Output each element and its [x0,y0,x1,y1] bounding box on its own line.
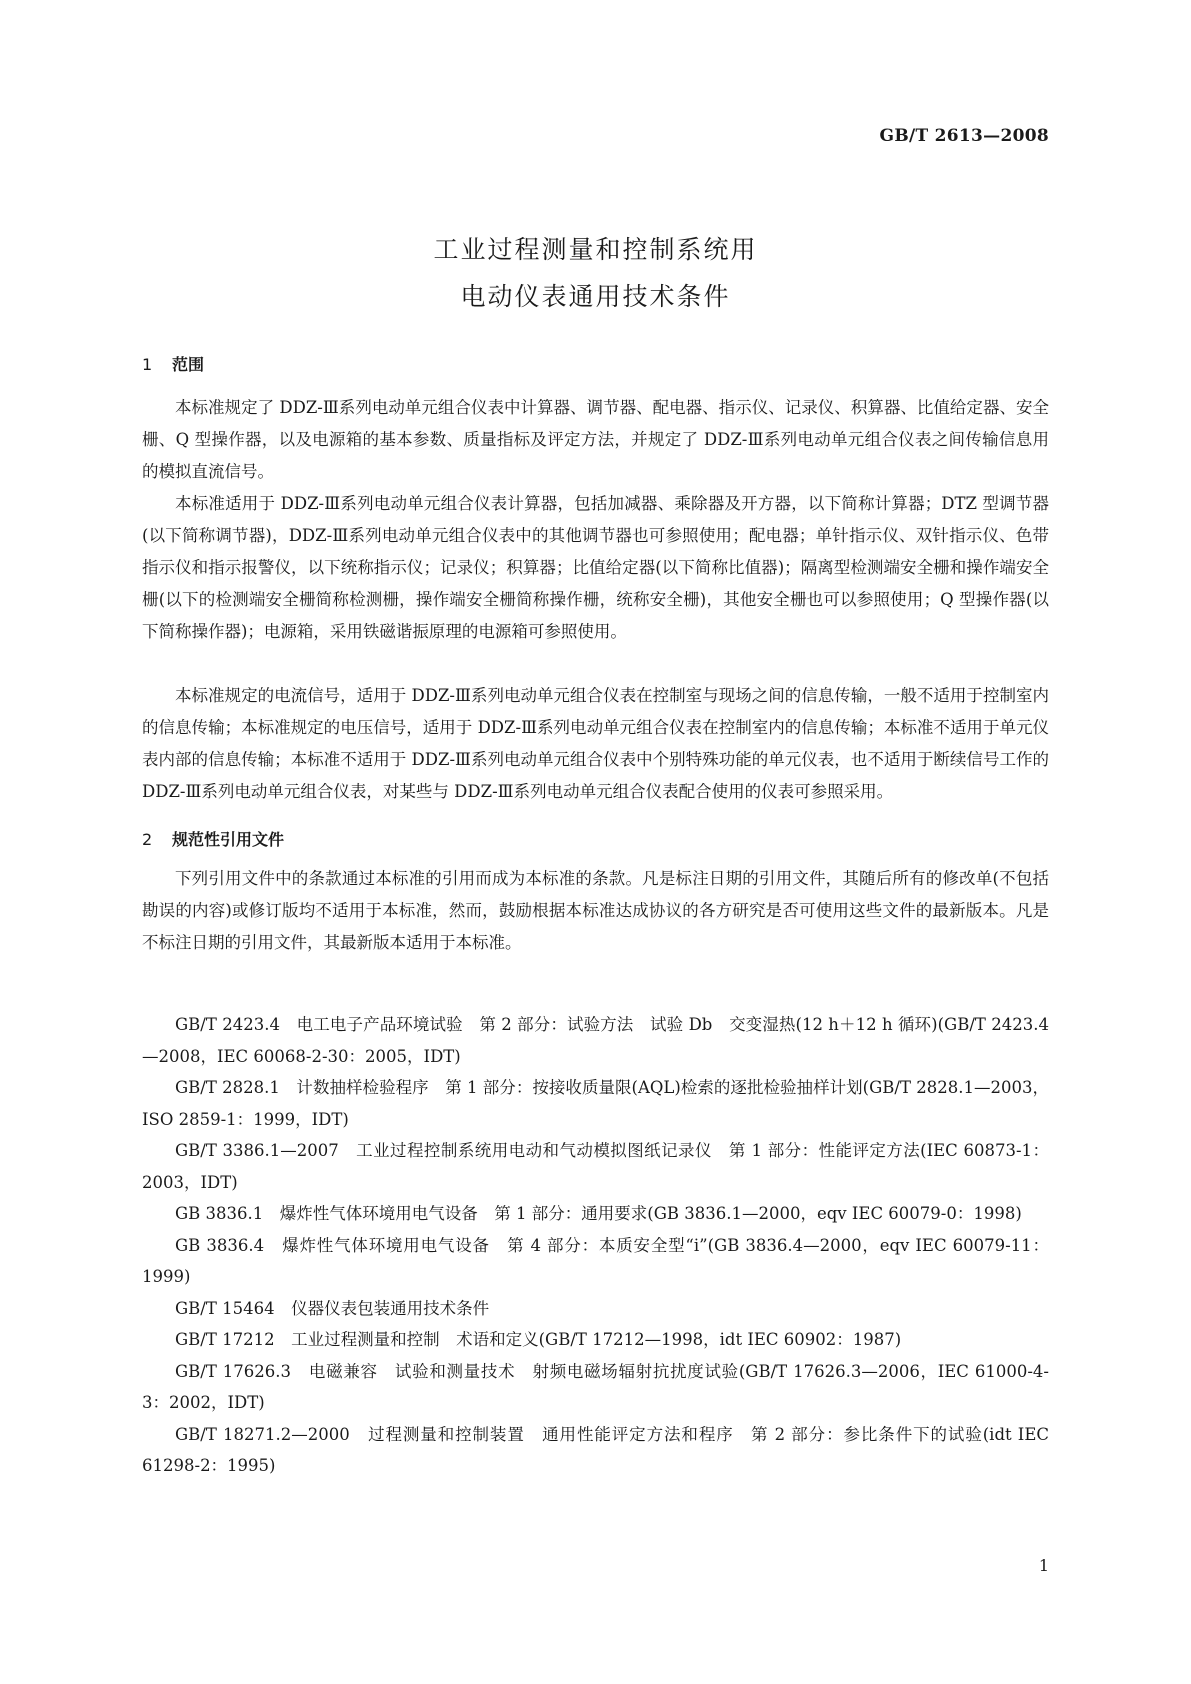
document-title-line-1: 工业过程测量和控制系统用 [433,235,758,264]
reference-item: GB/T 17626.3 电磁兼容 试验和测量技术 射频电磁场辐射抗扰度试验(GB/T 17626.3—2006，IEC 61000-4-3：2002，IDT) [142,1361,1049,1412]
reference-item: GB/T 2828.1 计数抽样检验程序 第 1 部分：按接收质量限(AQL)检索的逐批检验抽样计划(GB/T 2828.1—2003，ISO 2859-1：1999，IDT) [142,1078,1049,1129]
document-code: GB/T 2613—2008 [879,126,1049,146]
section-1-paragraph-2: 本标准适用于 DDZ-Ⅲ系列电动单元组合仪表计算器，包括加减器、乘除器及开方器，以下简称计算器；DTZ 型调节器(以下简称调节器)，DDZ-Ⅲ系列电动单元组合仪表中的其他调节器也可参照使用；配电器；单针指示仪、双针指示仪、色带指示仪和指示报警仪，以下统称指示仪；记录仪；积算器；比值给定器(以下简称比值器)；隔离型检测端安全栅和操作端安全栅(以下的检测端安全栅简称检测栅，操作端安全栅简称操作栅，统称安全栅)，其他安全栅也可以参照使用；Q 型操作器(以下简称操作器)；电源箱，采用铁磁谐振原理的电源箱可参照使用。 [142,494,1049,641]
section-1-number: 1 [142,355,153,374]
normative-references-list [142,1009,1049,1482]
reference-item: GB/T 3386.1—2007 工业过程控制系统用电动和气动模拟图纸记录仪 第 1 部分：性能评定方法(IEC 60873-1：2003，IDT) [142,1141,1049,1192]
reference-item: GB/T 2423.4 电工电子产品环境试验 第 2 部分：试验方法 试验 Db 交变湿热(12 h＋12 h 循环)(GB/T 2423.4—2008，IEC 60068-2-30：2005，IDT) [142,1015,1049,1066]
section-1-paragraph-3: 本标准规定的电流信号，适用于 DDZ-Ⅲ系列电动单元组合仪表在控制室与现场之间的信息传输，一般不适用于控制室内的信息传输；本标准规定的电压信号，适用于 DDZ-Ⅲ系列电动单元组合仪表在控制室内的信息传输；本标准不适用于单元仪表内部的信息传输；本标准不适用于 DDZ-Ⅲ系列电动单元组合仪表中个别特殊功能的单元仪表，也不适用于断续信号工作的 DDZ-Ⅲ系列电动单元组合仪表，对某些与 DDZ-Ⅲ系列电动单元组合仪表配合使用的仪表可参照采用。 [142,686,1049,801]
section-2-number: 2 [142,830,153,849]
section-1-paragraph-1: 本标准规定了 DDZ-Ⅲ系列电动单元组合仪表中计算器、调节器、配电器、指示仪、记录仪、积算器、比值给定器、安全栅、Q 型操作器，以及电源箱的基本参数、质量指标及评定方法，并规定了 DDZ-Ⅲ系列电动单元组合仪表之间传输信息用的模拟直流信号。 [142,398,1049,481]
reference-item: GB 3836.1 爆炸性气体环境用电气设备 第 1 部分：通用要求(GB 3836.1—2000，eqv IEC 60079-0：1998) [175,1204,1022,1223]
page-number: 1 [1038,1556,1049,1575]
section-2-intro: 下列引用文件中的条款通过本标准的引用而成为本标准的条款。凡是标注日期的引用文件，其随后所有的修改单(不包括勘误的内容)或修订版均不适用于本标准，然而，鼓励根据本标准达成协议的各方研究是否可使用这些文件的最新版本。凡是不标注日期的引用文件，其最新版本适用于本标准。 [142,869,1049,952]
document-title-line-2: 电动仪表通用技术条件 [460,282,731,311]
section-2-title: 规范性引用文件 [172,830,285,849]
section-1-title: 范围 [172,355,205,374]
reference-item: GB/T 15464 仪器仪表包装通用技术条件 [175,1298,490,1318]
section-2-heading [142,827,284,850]
reference-item: GB 3836.4 爆炸性气体环境用电气设备 第 4 部分：本质安全型“i”(GB 3836.4—2000，eqv IEC 60079-11：1999) [142,1235,1049,1286]
reference-item: GB/T 17212 工业过程测量和控制 术语和定义(GB/T 17212—1998，idt IEC 60902：1987) [175,1330,902,1349]
section-1-heading [142,352,204,375]
reference-item: GB/T 18271.2—2000 过程测量和控制装置 通用性能评定方法和程序 第 2 部分：参比条件下的试验(idt IEC 61298-2：1995) [142,1424,1049,1475]
